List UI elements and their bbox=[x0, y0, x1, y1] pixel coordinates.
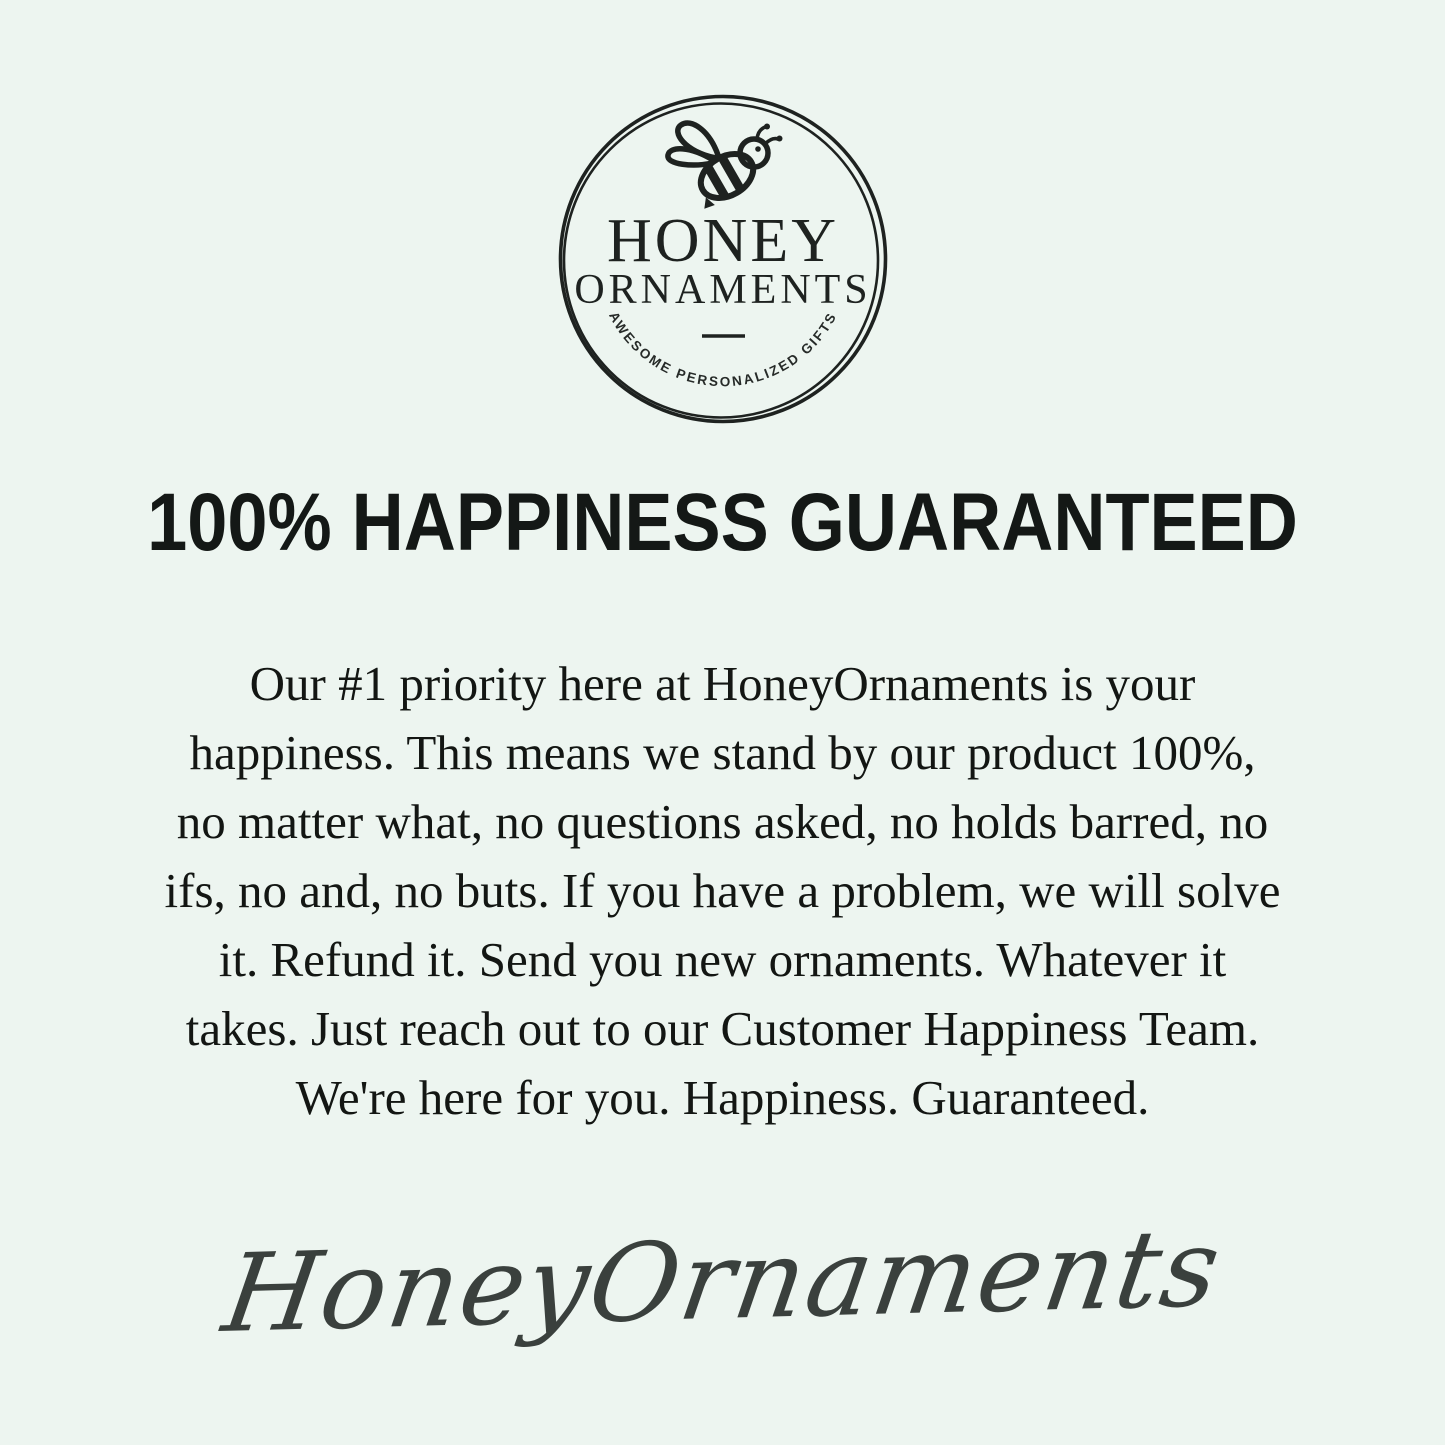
brand-logo-svg bbox=[555, 94, 891, 430]
guarantee-line: no matter what, no questions asked, no holds barred, no bbox=[176, 794, 1269, 849]
bee-icon bbox=[667, 123, 782, 216]
logo-tagline: AWESOME PERSONALIZED GIFTS bbox=[605, 309, 840, 390]
brand-name-line2: ORNAMENTS bbox=[573, 267, 872, 313]
guarantee-line: it. Refund it. Send you new ornaments. Whatever it bbox=[218, 932, 1227, 987]
guarantee-paragraph bbox=[0, 649, 1445, 1132]
brand-logo bbox=[555, 94, 891, 430]
guarantee-line: happiness. This means we stand by our product 100%, bbox=[189, 725, 1256, 780]
guarantee-line: We're here for you. Happiness. Guaranteed. bbox=[295, 1070, 1150, 1125]
guarantee-line: ifs, no and, no buts. If you have a problem, we will solve bbox=[164, 863, 1281, 918]
brand-signature: HoneyOrnaments bbox=[215, 1206, 1230, 1357]
headline: 100% HAPPINESS GUARANTEED bbox=[147, 477, 1298, 568]
brand-name-line1: HONEY bbox=[606, 207, 839, 275]
guarantee-line: takes. Just reach out to our Customer Happiness Team. bbox=[185, 1001, 1260, 1056]
guarantee-line: Our #1 priority here at HoneyOrnaments is your bbox=[249, 656, 1196, 711]
